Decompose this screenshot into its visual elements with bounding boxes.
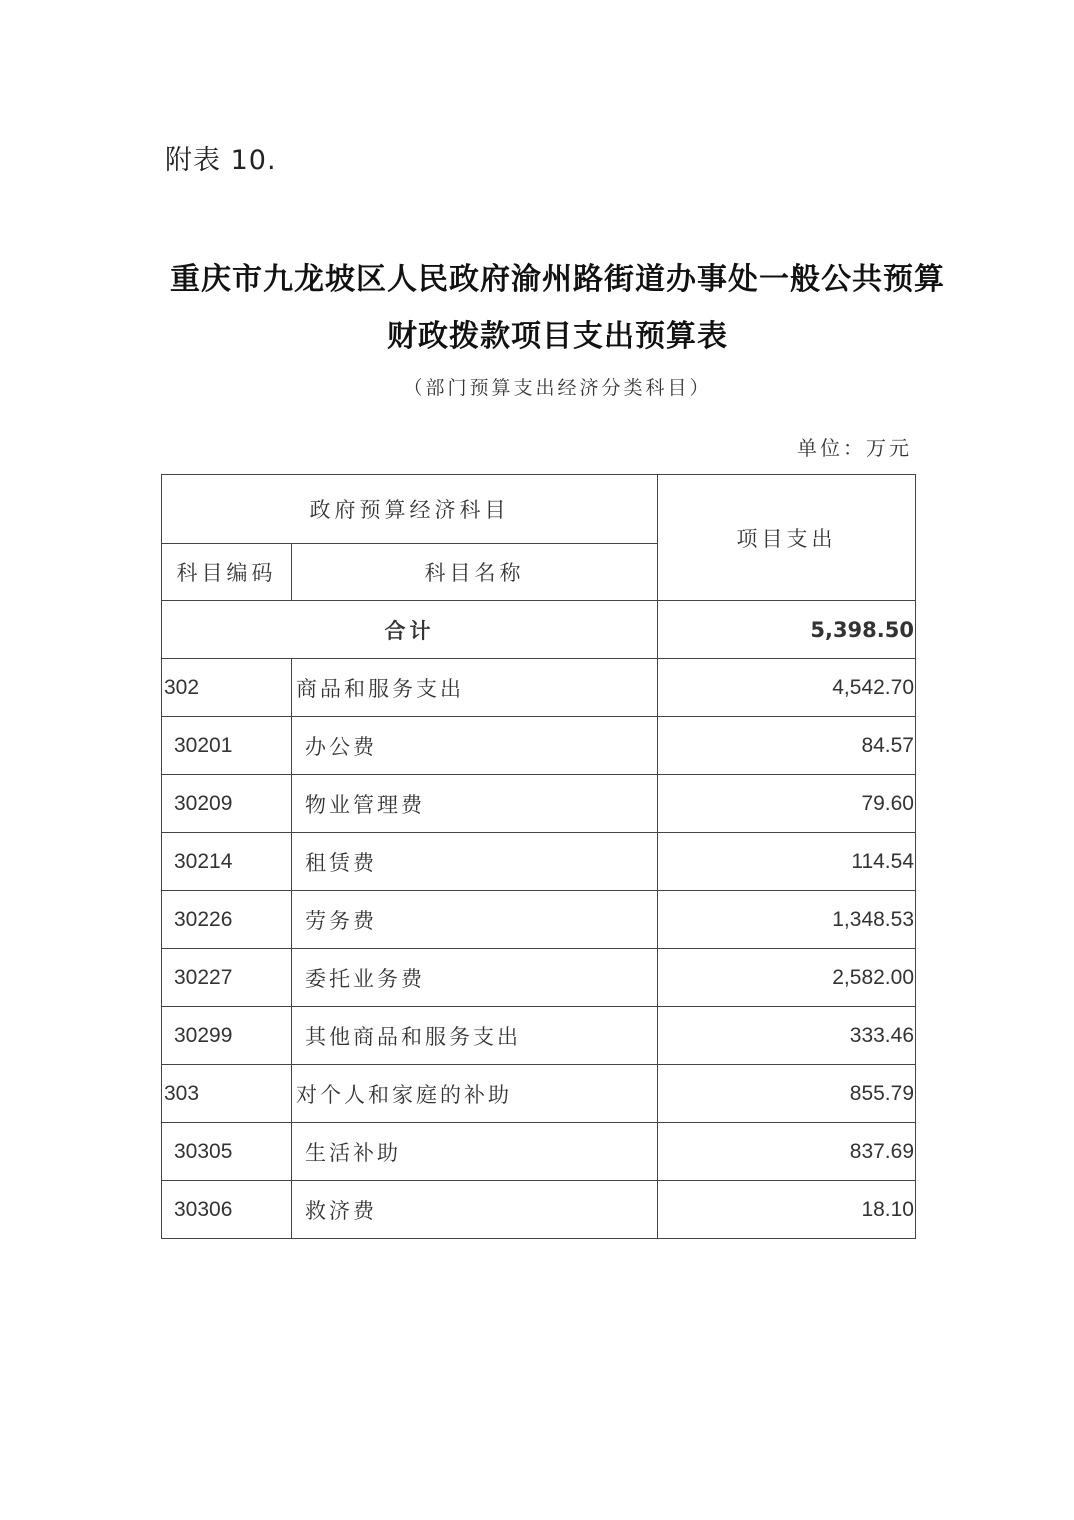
subject-name-cell: 商品和服务支出 (292, 659, 658, 717)
project-expenditure-cell: 79.60 (658, 775, 916, 833)
project-expenditure-cell: 2,582.00 (658, 949, 916, 1007)
total-label: 合计 (162, 601, 658, 659)
table-row (162, 891, 916, 949)
table-row (162, 833, 916, 891)
subject-name-cell: 对个人和家庭的补助 (292, 1065, 658, 1123)
subject-name-cell: 委托业务费 (292, 949, 658, 1007)
subject-name-cell: 物业管理费 (292, 775, 658, 833)
appendix-label: 附表 10. (165, 145, 277, 176)
project-expenditure-cell: 333.46 (658, 1007, 916, 1065)
subject-code-cell: 30306 (162, 1181, 292, 1239)
table-row (162, 1007, 916, 1065)
budget-table (161, 474, 916, 1239)
total-amount: 5,398.50 (658, 601, 916, 659)
document-title-line1: 重庆市九龙坡区人民政府渝州路街道办事处一般公共预算 (170, 262, 945, 297)
subject-name-cell: 生活补助 (292, 1123, 658, 1181)
subject-name-cell: 劳务费 (292, 891, 658, 949)
subject-name-cell: 救济费 (292, 1181, 658, 1239)
subject-name-cell: 租赁费 (292, 833, 658, 891)
header-row-group (162, 475, 916, 544)
project-expenditure-cell: 4,542.70 (658, 659, 916, 717)
table-row (162, 775, 916, 833)
document-subtitle: （部门预算支出经济分类科目） (403, 377, 712, 399)
subject-code-cell: 30299 (162, 1007, 292, 1065)
subject-code-cell: 30226 (162, 891, 292, 949)
subject-code-cell: 30201 (162, 717, 292, 775)
header-subject-name: 科目名称 (292, 544, 658, 601)
subject-name-cell: 办公费 (292, 717, 658, 775)
project-expenditure-cell: 837.69 (658, 1123, 916, 1181)
project-expenditure-cell: 18.10 (658, 1181, 916, 1239)
table-row (162, 717, 916, 775)
subject-code-cell: 30305 (162, 1123, 292, 1181)
subject-code-cell: 30214 (162, 833, 292, 891)
total-row (162, 601, 916, 659)
subject-code-cell: 30227 (162, 949, 292, 1007)
table-row (162, 659, 916, 717)
project-expenditure-cell: 114.54 (658, 833, 916, 891)
project-expenditure-cell: 1,348.53 (658, 891, 916, 949)
header-subject-code: 科目编码 (162, 544, 292, 601)
subject-code-cell: 303 (162, 1065, 292, 1123)
subject-code-cell: 30209 (162, 775, 292, 833)
table-row (162, 1065, 916, 1123)
table-row (162, 1123, 916, 1181)
document-title-line2: 财政拨款项目支出预算表 (387, 319, 728, 354)
table-row (162, 949, 916, 1007)
subject-code-cell: 302 (162, 659, 292, 717)
subject-name-cell: 其他商品和服务支出 (292, 1007, 658, 1065)
table-row (162, 1181, 916, 1239)
unit-label: 单位：万元 (797, 436, 912, 460)
header-project-expenditure: 项目支出 (658, 475, 916, 601)
header-economic-subject: 政府预算经济科目 (162, 475, 658, 544)
project-expenditure-cell: 84.57 (658, 717, 916, 775)
project-expenditure-cell: 855.79 (658, 1065, 916, 1123)
